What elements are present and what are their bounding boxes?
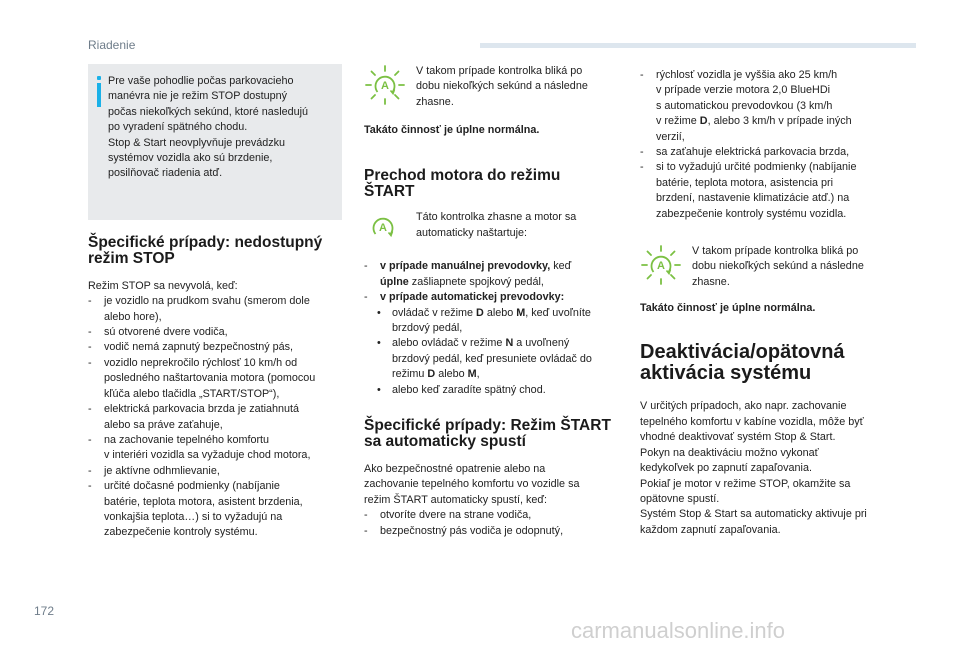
list-item: - je vozidlo na prudkom svahu (smerom dole [88,294,342,309]
list-item-cont: batérie, teplota motora, asistencia pri [656,176,834,189]
list-item: - je aktívne odhmlievanie, [88,464,342,479]
list-item: - vodič nemá zapnutý bezpečnostný pás, [88,340,342,355]
auto-start-conditions [640,68,898,222]
list-item: - určité dočasné podmienky (nabíjanie [88,479,342,494]
list-item-cont: kľúča alebo tlačidla „START/STOP“), [104,387,280,400]
normal-operation-note: Takáto činnosť je úplne normálna. [364,124,540,136]
page-number: 172 [34,604,55,618]
svg-text:A: A [381,80,389,92]
start-conditions [364,259,620,398]
off-text: Táto kontrolka zhasne a motor sa automaticky naštartuje: [416,211,577,239]
list-item: - si to vyžadujú určité podmienky (nabíjanie [640,160,898,175]
sub-item: • alebo keď zaradíte spätný chod. [364,383,620,398]
list-item-cont: posledného naštartovania motora (pomocou [104,372,316,385]
list-item-cont: zabezpečenie kontroly systému. [104,526,258,539]
heading-deactivation: Deaktivácia/opätovná aktivácia systému [640,341,845,385]
list-item: - v prípade automatickej prevodovky: [364,290,620,305]
sub-item-cont: brzdový pedál, keď presuniete ovládač do [392,352,592,365]
info-icon [97,76,101,108]
blink-text: V takom prípade kontrolka bliká po dobu niekoľkých sekúnd a následne zhasne. [416,65,588,108]
list-item: - bezpečnostný pás vodiča je odopnutý, [364,524,620,539]
heading-start-auto: Špecifické prípady: Režim ŠTART sa automaticky spustí [364,417,611,451]
list-item-cont: v prípade verzie motora 2,0 BlueHDi [656,84,831,97]
heading-start-mode: Prechod motora do režimu ŠTART [364,167,561,201]
list-item: - vozidlo neprekročilo rýchlosť 10 km/h od [88,356,342,371]
note-line: Pre vaše pohodlie počas parkovacieho [108,75,294,87]
auto-start-para: Ako bezpečnostné opatrenie alebo na zachovanie tepelného komfortu vo vozidle sa režim ŠTART automaticky spustí, keď: - otvoríte dvere na strane vodiča, - bezpečnostný pás vodiča je odopnutý, [364,462,620,539]
blink-text: V takom prípade kontrolka bliká po dobu niekoľkých sekúnd a následne zhasne. [692,245,864,288]
list-item-cont: verzií, [656,130,685,143]
list-item-cont: batérie, teplota motora, asistent brzdenia, [104,495,303,508]
off-info [364,210,620,245]
list-item-cont: v režime D, alebo 3 km/h v prípade iných [656,115,852,128]
note-line: po vyradení spätného chodu. [108,121,248,134]
list-item-cont: brzdení, nastavenie klimatizácie atď.) na [656,192,850,205]
watermark: carmanualsonline.info [571,618,786,643]
note-line: Stop & Start neovplyvňuje prevádzku [108,136,286,149]
column-right [640,68,898,538]
condition-list [88,294,342,541]
list-item-cont: úplne zašliapnete spojkový pedál, [380,275,544,288]
svg-text:A: A [657,260,665,273]
note-line: systémov vozidla ako sú brzdenie, [108,152,273,165]
list-item: - sú otvorené dvere vodiča, [88,325,342,340]
blink-info [364,64,620,111]
column-middle [364,64,620,539]
list-item: - sa zaťahuje elektrická parkovacia brzda, [640,145,898,160]
list-item-cont: zabezpečenie kontroly systému vozidla. [656,207,847,220]
note-line: počas niekoľkých sekúnd, ktoré nasledujú [108,105,309,118]
intro-text: Režim STOP sa nevyvolá, keď: [88,279,238,292]
list-item: - otvoríte dvere na strane vodiča, [364,508,620,523]
list-item: - rýchlosť vozidla je vyššia ako 25 km/h [640,68,898,83]
note-line: manévra nie je režim STOP dostupný [108,90,288,103]
stop-start-warning-blinking-icon [364,64,406,111]
heading-stop-unavailable: Špecifické prípady: nedostupný režim STOP [88,233,323,267]
list-item-cont: v interiéri vozidla sa vyžaduje chod motora, [104,449,311,462]
list-item-cont: alebo hore), [104,310,162,323]
sub-item-cont: režimu D alebo M, [392,368,480,381]
section-title: Riadenie [88,38,136,52]
list-item: - na zachovanie tepelného komfortu [88,433,342,448]
header-bar [480,43,916,48]
sub-item: • alebo ovládač v režime N a uvoľnený [364,336,620,351]
column-left [88,64,342,541]
deactivation-para: V určitých prípadoch, ako napr. zachovanie tepelného komfortu v kabíne vozidla, môže byť vhodné deaktivovať systém Stop & Start. Pokyn na deaktiváciu možno vykonať kedykoľvek po zapnutí zapaľovania. Pokiaľ je motor v režime STOP, okamžite sa opätovne spustí. Systém Stop & Start sa automaticky aktivuje pri každom zapnutí zapaľovania. [640,400,867,536]
note-line: posilňovač riadenia atď. [108,167,223,180]
info-note [88,64,342,220]
stop-start-warning-blinking-icon [640,244,682,291]
blink-info-2 [640,244,898,291]
sub-item: • ovládač v režime D alebo M, keď uvoľníte [364,306,620,321]
sub-item-cont: brzdový pedál, [392,322,463,335]
list-item: - elektrická parkovacia brzda je zatiahnutá [88,402,342,417]
list-item-cont: alebo sa práve zaťahuje, [104,418,223,431]
normal-operation-note: Takáto činnosť je úplne normálna. [640,302,816,315]
list-item-cont: vonkajšia teplota…) si to vyžadujú na [104,510,283,523]
stop-start-warning-icon [364,210,406,245]
svg-text:A: A [379,222,387,235]
list-item: - v prípade manuálnej prevodovky, keď [364,259,620,274]
info-note-text [108,74,332,182]
list-item-cont: s automatickou prevodovkou (3 km/h [656,99,833,112]
